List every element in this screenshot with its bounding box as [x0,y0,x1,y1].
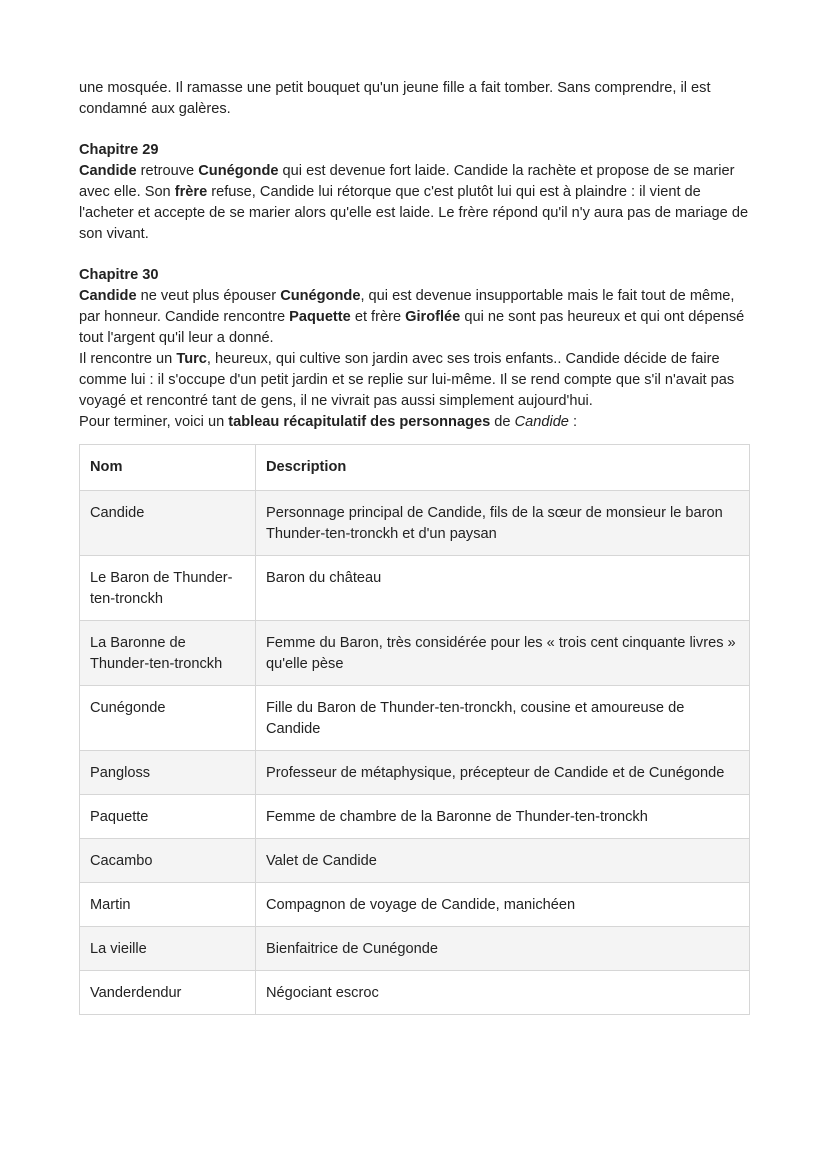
text-segment: : [568,414,578,430]
chapter-paragraph [79,349,750,412]
chapter-paragraph [79,412,750,433]
table-header-description: Description [256,445,750,491]
text-segment: qui ne sont pas heureux et qui ont dépensé tout l'argent qu'il leur a donné. [79,309,745,346]
document-page [79,78,750,1015]
bold-text: Cunégonde [198,163,279,179]
character-description-cell: Compagnon de voyage de Candide, manichéen [256,883,750,927]
character-description-cell: Femme du Baron, très considérée pour les « trois cent cinquante livres » qu'elle pèse [256,621,750,686]
chapter-paragraph [79,286,750,349]
bold-text: Candide [79,163,137,179]
table-row [80,621,750,686]
character-description-cell: Fille du Baron de Thunder-ten-tronckh, cousine et amoureuse de Candide [256,686,750,751]
text-segment: Il rencontre un [79,351,177,367]
character-description-cell: Personnage principal de Candide, fils de la sœur de monsieur le baron Thunder-ten-tronckh et d'un paysan [256,491,750,556]
chapter-title: Chapitre 30 [79,267,159,283]
chapters [79,140,750,433]
table-row [80,491,750,556]
chapter-title: Chapitre 29 [79,142,159,158]
character-name-cell: Vanderdendur [80,971,256,1015]
text-segment: ne veut plus épouser [136,288,281,304]
character-name-cell: La Baronne de Thunder-ten-tronckh [80,621,256,686]
intro-paragraph: une mosquée. Il ramasse une petit bouquet qu'un jeune fille a fait tomber. Sans comprendre, il est condamné aux galères. [79,80,711,117]
character-name-cell: Pangloss [80,751,256,795]
bold-text: Turc [176,351,207,367]
bold-text: Cunégonde [280,288,361,304]
text-segment: Pour terminer, voici un [79,414,229,430]
text-segment: et frère [350,309,406,325]
character-name-cell: Le Baron de Thunder-ten-tronckh [80,556,256,621]
bold-text: Paquette [289,309,351,325]
text-segment: de [490,414,515,430]
text-segment: retrouve [136,163,199,179]
text-segment: , heureux, qui cultive son jardin avec ses trois enfants.. Candide décide de faire comme lui : il s'occupe d'un petit jardin et se replie sur lui-même. Il se rend compte que s'il n'avait pas voyagé et rencontré tant de gens, il ne vivrait pas aussi simplement aujourd'hui. [79,351,735,409]
chapter-paragraph [79,161,750,245]
table-row [80,839,750,883]
character-name-cell: Cacambo [80,839,256,883]
bold-text: Giroflée [405,309,461,325]
table-header-name: Nom [80,445,256,491]
character-name-cell: La vieille [80,927,256,971]
table-row [80,686,750,751]
text-segment: qui est devenue fort laide. Candide la rachète et propose de se marier avec elle. Son [79,163,735,200]
character-name-cell: Martin [80,883,256,927]
character-description-cell: Baron du château [256,556,750,621]
character-description-cell: Négociant escroc [256,971,750,1015]
table-header-row [80,445,750,491]
character-description-cell: Professeur de métaphysique, précepteur de Candide et de Cunégonde [256,751,750,795]
characters-table [79,444,750,1015]
table-row [80,971,750,1015]
table-row [80,927,750,971]
bold-text: tableau récapitulatif des personnages [228,414,491,430]
table-body [80,491,750,1015]
table-row [80,883,750,927]
table-row [80,751,750,795]
character-description-cell: Valet de Candide [256,839,750,883]
character-name-cell: Cunégonde [80,686,256,751]
character-name-cell: Candide [80,491,256,556]
character-description-cell: Bienfaitrice de Cunégonde [256,927,750,971]
bold-text: frère [174,184,208,200]
character-name-cell: Paquette [80,795,256,839]
italic-text: Candide [514,414,569,430]
text-segment: , qui est devenue insupportable mais le fait tout de même, par honneur. Candide rencontre [79,288,735,325]
character-description-cell: Femme de chambre de la Baronne de Thunder-ten-tronckh [256,795,750,839]
text-segment: refuse, Candide lui rétorque que c'est plutôt lui qui est à plaindre : il vient de l'acheter et accepte de se marier alors qu'elle est laide. Le frère répond qu'il n'y aura pas de mariage de son vivant. [79,184,749,242]
table-row [80,795,750,839]
table-row [80,556,750,621]
bold-text: Candide [79,288,137,304]
